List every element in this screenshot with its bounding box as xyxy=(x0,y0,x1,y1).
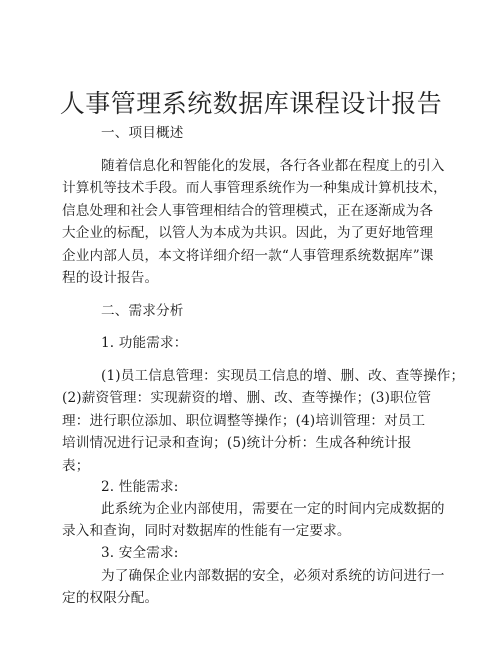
section-heading-overview: 一、项目概述 xyxy=(101,125,184,141)
paragraph-line: 表； xyxy=(62,457,90,474)
paragraph-line: 此系统为企业内部使用，需要在一定的时间内完成数据的 xyxy=(101,501,445,517)
paragraph-line: 随着信息化和智能化的发展，各行各业都在程度上的引入 xyxy=(101,158,445,174)
paragraph-line: (1)员工信息管理：实现员工信息的增、删、改、查等操作； xyxy=(101,368,465,384)
paragraph-line: 计算机等技术手段。而人事管理系统作为一种集成计算机技术， xyxy=(62,180,447,197)
section-heading-requirements: 二、需求分析 xyxy=(101,303,184,319)
paragraph-line: 企业内部人员，本文将详细介绍一款“人事管理系统数据库”课 xyxy=(62,247,434,264)
paragraph-line: 大企业的标配，以管人为本成为共识。因此，为了更好地管理 xyxy=(62,225,434,242)
paragraph-performance xyxy=(62,498,445,543)
paragraph-line: 定的权限分配。 xyxy=(62,590,159,607)
paragraph-line: 为了确保企业内部数据的安全，必须对系统的访问进行一 xyxy=(101,568,445,584)
subheading-security: 3. 安全需求: xyxy=(101,545,179,561)
paragraph-security xyxy=(62,565,445,610)
paragraph-line: 培训情况进行记录和查询；(5)统计分析：生成各种统计报 xyxy=(62,435,412,452)
subheading-performance: 2. 性能需求: xyxy=(101,479,179,495)
paragraph-line: 信息处理和社会人事管理相结合的管理模式，正在逐渐成为各 xyxy=(62,202,434,219)
document-title: 人事管理系统数据库课程设计报告 xyxy=(59,89,443,118)
subheading-functional: 1. 功能需求： xyxy=(101,335,188,351)
paragraph-line: 录入和查询，同时对数据库的性能有一定要求。 xyxy=(62,523,351,540)
paragraph-line: (2)薪资管理：实现薪资的增、删、改、查等操作；(3)职位管 xyxy=(62,390,432,407)
paragraph-line: 程的设计报告。 xyxy=(62,270,159,287)
paragraph-overview xyxy=(62,155,447,289)
paragraph-line: 理：进行职位添加、职位调整等操作；(4)培训管理：对员工 xyxy=(62,412,426,429)
paragraph-functional xyxy=(62,365,465,477)
